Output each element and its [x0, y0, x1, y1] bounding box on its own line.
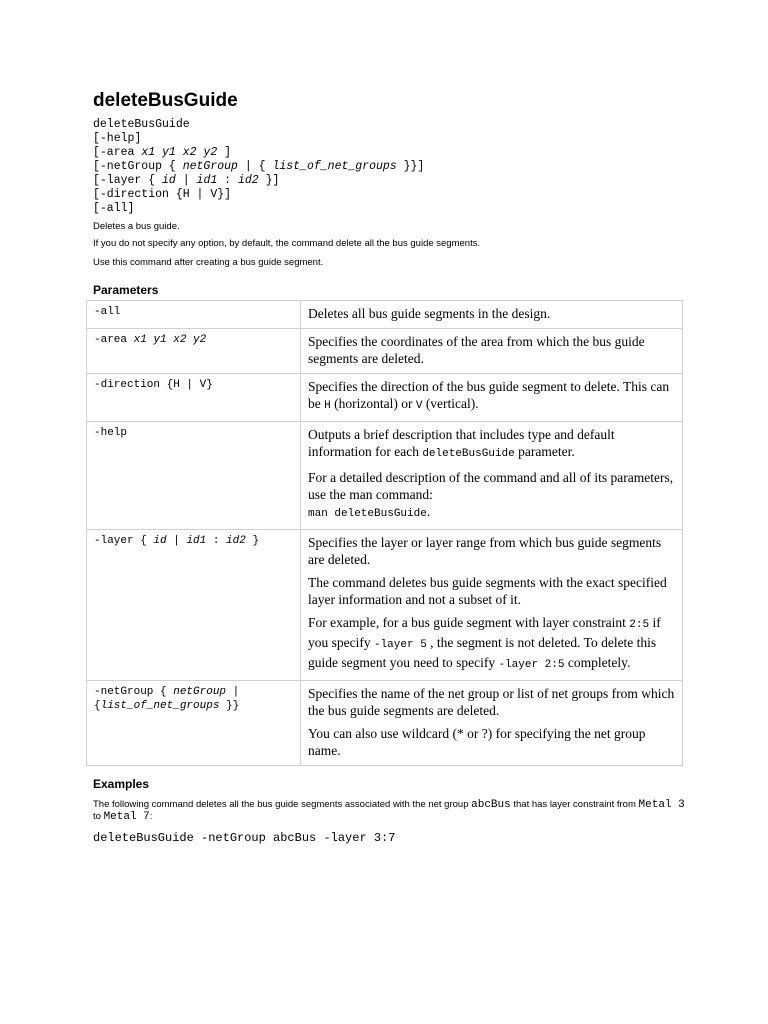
text-run: parameter.: [514, 444, 575, 459]
code-run: -layer 2:5: [498, 659, 565, 671]
syntax-line: [-direction {H | V}]: [93, 188, 232, 201]
code-run: 2:5: [629, 619, 650, 631]
param-flag: :: [206, 535, 227, 547]
text-run: For a detailed description of the command and all of its parameters, use the man command:: [308, 470, 674, 502]
syntax-text: ]: [217, 146, 232, 159]
param-desc-text: Specifies the layer or layer range from which bus guide segments are deleted.: [308, 535, 662, 567]
examples-section: [93, 777, 693, 845]
param-description: [301, 329, 683, 374]
param-flag: |: [166, 535, 187, 547]
code-run: Metal 3: [638, 799, 685, 811]
text-run: if you specify: [308, 615, 661, 650]
param-arg: x1 y1 x2 y2: [133, 334, 207, 346]
param-flag: }: [245, 535, 260, 547]
syntax-line: [93, 174, 683, 188]
parameters-table: [86, 300, 683, 766]
syntax-arg: id2: [237, 174, 259, 187]
description-paragraph: If you do not specify any option, by default, the command delete all the bus guide segments.: [93, 238, 481, 249]
parameters-heading: Parameters: [93, 283, 159, 297]
param-flag: {: [94, 700, 101, 712]
syntax-text: }}]: [396, 160, 425, 173]
code-run: abcBus: [471, 799, 511, 811]
code-run: H: [324, 400, 331, 412]
description-paragraph: Deletes a bus guide.: [93, 221, 180, 232]
param-desc-text: [308, 426, 675, 463]
syntax-text: |: [175, 174, 197, 187]
param-arg: id: [153, 535, 167, 547]
syntax-line: [-help]: [93, 132, 142, 145]
text-run: .: [426, 504, 431, 519]
param-name: [87, 329, 301, 374]
syntax-text: :: [217, 174, 238, 187]
param-flag: -layer {: [94, 535, 154, 547]
table-row: [87, 530, 683, 681]
page-title: deleteBusGuide: [93, 90, 238, 111]
syntax-arg: netGroup: [182, 160, 238, 173]
syntax-line: deleteBusGuide: [93, 118, 190, 131]
syntax-text: [-netGroup {: [93, 160, 183, 173]
param-desc-text: Specifies the coordinates of the area from which the bus guide segments are deleted.: [308, 334, 645, 366]
param-description: [301, 681, 683, 766]
text-run: that has layer constraint from: [510, 799, 639, 810]
syntax-text: [-area: [93, 146, 142, 159]
param-description: [301, 374, 683, 422]
param-flag: }}: [219, 700, 240, 712]
param-arg: id2: [226, 535, 246, 547]
code-run: -layer 5: [373, 639, 427, 651]
examples-heading: Examples: [93, 777, 150, 791]
text-run: , the segment is not deleted. To delete this guide segment you need to specify: [308, 635, 657, 670]
example-command: deleteBusGuide -netGroup abcBus -layer 3:7: [93, 831, 396, 845]
param-name: -help: [87, 422, 301, 530]
syntax-arg: list_of_net_groups: [272, 160, 397, 173]
param-description: [301, 301, 683, 329]
code-run: Metal 7: [103, 811, 150, 823]
param-flag: |: [226, 686, 240, 698]
syntax-line: [-all]: [93, 202, 135, 215]
table-row: [87, 422, 683, 530]
param-name: -all: [87, 301, 301, 329]
syntax-line: [93, 146, 683, 160]
param-desc-text: Specifies the name of the net group or list of net groups from which the bus guide segments are deleted.: [308, 686, 675, 718]
param-desc-text: You can also use wildcard (* or ?) for specifying the net group name.: [308, 726, 646, 758]
command-description: [93, 221, 683, 269]
param-flag: -netGroup {: [94, 686, 174, 698]
syntax-arg: x1 y1 x2 y2: [141, 146, 218, 159]
param-name: [87, 681, 301, 766]
param-arg: id1: [186, 535, 207, 547]
text-run: completely.: [564, 655, 631, 670]
table-row: [87, 374, 683, 422]
text-run: The following command deletes all the bus guide segments associated with the net group: [93, 799, 472, 810]
text-run: :: [149, 811, 153, 822]
text-run: For example, for a bus guide segment with layer constraint: [308, 615, 630, 630]
syntax-arg: id1: [196, 174, 218, 187]
syntax-arg: id: [162, 174, 176, 187]
syntax-line: [93, 160, 683, 174]
table-row: [87, 329, 683, 374]
param-desc-text: Deletes all bus guide segments in the design.: [308, 306, 551, 321]
syntax-text: [-layer {: [93, 174, 163, 187]
table-row: [87, 301, 683, 329]
description-paragraph: Use this command after creating a bus guide segment.: [93, 257, 324, 268]
text-run: (horizontal) or: [330, 396, 416, 411]
param-desc-text: The command deletes bus guide segments with the exact specified layer information and not a subset of it.: [308, 575, 667, 607]
param-description: [301, 530, 683, 681]
param-flag: -area: [94, 334, 134, 346]
code-run: deleteBusGuide: [422, 448, 515, 460]
table-row: [87, 681, 683, 766]
text-run: Specifies the direction of the bus guide segment to delete. This can be: [308, 379, 670, 411]
code-run: V: [415, 400, 423, 412]
param-desc-text: [308, 614, 675, 674]
param-name: -direction {H | V}: [87, 374, 301, 422]
param-name: [87, 530, 301, 681]
text-run: (vertical).: [422, 396, 479, 411]
param-desc-text: [308, 469, 675, 523]
text-run: to: [93, 811, 104, 822]
example-description: [93, 799, 693, 823]
syntax-text: | {: [237, 160, 273, 173]
param-description: [301, 422, 683, 530]
code-run: man deleteBusGuide: [308, 508, 427, 520]
param-arg: netGroup: [173, 686, 227, 698]
syntax-text: }]: [258, 174, 280, 187]
text-run: Outputs a brief description that includes type and default information for each: [308, 427, 615, 459]
param-arg: list_of_net_groups: [100, 700, 220, 712]
param-desc-text: [308, 378, 675, 415]
command-reference-page: [93, 90, 683, 297]
command-syntax: [93, 118, 683, 216]
